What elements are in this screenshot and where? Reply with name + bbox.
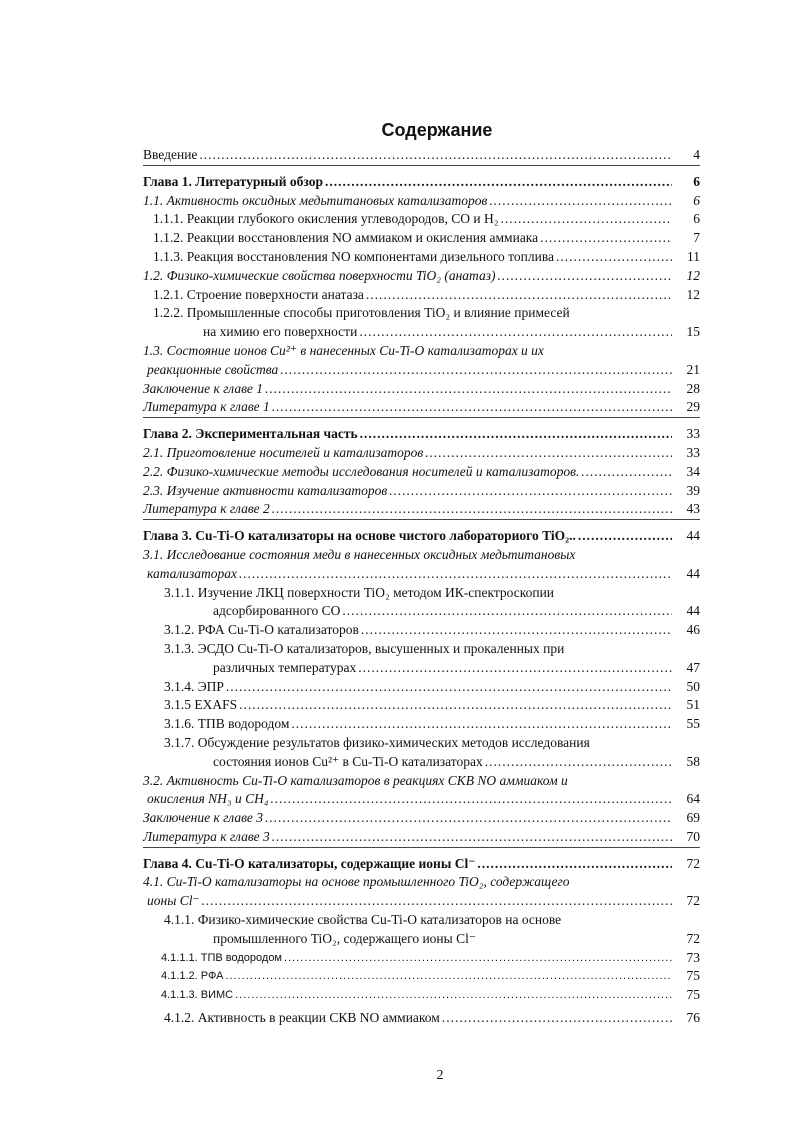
toc-entry-text: Заключение к главе 3 [143,810,264,826]
leader-dots [325,173,672,192]
toc-entry-text-line1: 1.3. Состояние ионов Cu²⁺ в нанесенных Cu-Ti-O катализаторах и их [143,342,544,358]
toc-page-number: 51 [686,697,700,713]
toc-entry-literature-1[interactable] [143,398,700,417]
toc-entry-text: Глава 3. Cu-Ti-O катализаторы на основе чистого лабораториого TiO₂.. [143,528,576,544]
toc-page-number: 75 [686,987,700,1003]
leader-dots [358,659,672,678]
toc-page-number: 15 [686,324,700,340]
toc-page-number: 44 [686,565,700,581]
leader-dots [578,527,672,546]
leader-dots [500,210,672,229]
leader-dots [497,267,672,286]
toc-entry-text: 2.1. Приготовление носителей и катализаторов [143,444,424,460]
toc-page-number: 6 [693,173,700,189]
toc-page-number: 46 [686,622,700,638]
leader-dots [199,146,672,165]
toc-entry-literature-3[interactable] [143,828,700,847]
toc-entry-conclusion-1[interactable] [143,380,700,399]
toc-entry-text-line1: 3.1.3. ЭСДО Cu-Ti-O катализаторов, высушенных и прокаленных при [164,640,565,656]
toc-entry-4-1-1-1[interactable] [143,949,700,968]
leader-dots [359,323,672,342]
toc-page-number: 55 [686,716,700,732]
toc-entry-4-1-2[interactable] [143,1009,700,1028]
toc-entry-4-1[interactable] [143,873,700,911]
toc-page-number: 58 [686,753,700,769]
toc-page-number: 44 [686,528,700,544]
leader-dots [272,828,672,847]
toc-entry-chapter-1[interactable] [143,173,700,192]
toc-page-number: 72 [686,930,700,946]
toc-entry-text-line1: 3.1.7. Обсуждение результатов физико-химических методов исследования [164,734,590,750]
toc-page-number: 70 [686,828,700,844]
toc-entry-text-line1: 4.1.1. Физико-химические свойства Cu-Ti-O катализаторов на основе [164,912,562,928]
toc-entry-chapter-4[interactable] [143,855,700,874]
toc-entry-2-2[interactable] [143,463,700,482]
divider [143,847,700,855]
toc-entry-1-3[interactable] [143,342,700,380]
leader-dots [225,967,672,986]
toc-entry-4-1-1-3[interactable] [143,986,700,1005]
toc-entry-text: 3.1.2. РФА Cu-Ti-O катализаторов [164,622,359,638]
toc-entry-3-1[interactable] [143,546,700,584]
toc-page-number: 72 [686,893,700,909]
toc-entry-text: 4.1.1.3. ВИМС [161,989,234,1002]
toc-entry-text-line2: ионы Cl⁻ [147,893,200,909]
toc-entry-text-line1: 4.1. Cu-Ti-O катализаторы на основе промышленного TiO₂, содержащего [143,874,570,890]
toc-entry-1-2-2[interactable] [143,304,700,342]
toc-page-number: 21 [686,361,700,377]
toc-entry-text-line2: промышленного TiO₂, содержащего ионы Cl⁻ [213,930,476,946]
toc-entry-text-line2: адсорбированного CO [213,603,341,619]
toc-entry-text-line2: различных температурах [213,659,357,675]
toc-page-number: 4 [693,147,700,162]
toc-entry-1-1-3[interactable] [143,248,700,267]
leader-dots [389,482,672,501]
toc-entry-3-1-2[interactable] [143,621,700,640]
toc-entry-text: 3.1.6. ТПВ водородом [164,716,290,732]
toc-entry-3-2[interactable] [143,772,700,810]
toc-page-number: 50 [686,678,700,694]
leader-dots [556,248,672,267]
toc-page-number: 75 [686,968,700,984]
toc-entry-text: Литература к главе 1 [143,399,270,415]
toc-entry-text: 4.1.1.2. РФА [161,970,224,983]
leader-dots [442,1009,672,1028]
toc-entry-text-line2: реакционные свойства [147,361,279,377]
leader-dots [271,790,672,809]
toc-entry-1-1-2[interactable] [143,229,700,248]
toc-page-number: 6 [693,211,700,227]
leader-dots [425,444,672,463]
toc-entry-text: Литература к главе 2 [143,501,270,517]
leader-dots [366,286,672,305]
divider [143,165,700,173]
toc-page-number: 28 [686,380,700,396]
toc-entry-text: 1.1.1. Реакции глубокого окисления углеводородов, CO и H₂ [153,211,499,227]
toc-entry-text: 2.2. Физико-химические методы исследования носителей и катализаторов. [143,463,580,479]
divider [143,417,700,425]
toc-page-number: 47 [686,659,700,675]
toc-entry-3-1-7[interactable] [143,734,700,772]
toc-entry-literature-2[interactable] [143,500,700,519]
leader-dots [291,715,672,734]
toc-entry-text: 4.1.2. Активность в реакции СКВ NO аммиаком [164,1010,440,1026]
toc-entry-3-1-1[interactable] [143,584,700,622]
toc-entry-text-line2: катализаторах [147,565,238,581]
leader-dots [360,425,672,444]
toc-entry-3-1-5[interactable] [143,696,700,715]
toc-page-number: 33 [686,426,700,442]
toc-entry-text: 2.3. Изучение активности катализаторов [143,482,388,498]
toc-entry-2-3[interactable] [143,482,700,501]
toc-entry-text: 1.1.3. Реакция восстановления NO компонентами дизельного топлива [153,248,555,264]
toc-page-number: 39 [686,482,700,498]
toc-entry-2-1[interactable] [143,444,700,463]
toc-page-number: 12 [686,267,700,283]
leader-dots [239,696,672,715]
leader-dots [485,753,672,772]
toc-page-number: 33 [686,444,700,460]
toc-page-number: 29 [686,399,700,415]
leader-dots [540,229,672,248]
page-title: Содержание [381,120,493,140]
toc-entry-conclusion-3[interactable] [143,809,700,828]
toc-page-number: 11 [687,248,700,264]
toc-entry-1-1-1[interactable] [143,210,700,229]
toc-entry-4-1-1[interactable] [143,911,700,949]
leader-dots [284,949,672,968]
toc-entry-text: Заключение к главе 1 [143,380,264,396]
toc-entry-text: Литература к главе 3 [143,828,270,844]
leader-dots [202,892,672,911]
toc-entry-text-line2: на химию его поверхности [203,324,358,340]
toc-page-number: 34 [686,463,700,479]
toc-entry-3-1-3[interactable] [143,640,700,678]
toc-entry-1-2-1[interactable] [143,286,700,305]
toc-entry-4-1-1-2[interactable] [143,967,700,986]
toc-entry-text: 3.1.5 EXAFS [164,697,238,713]
toc-page-number: 76 [686,1010,700,1026]
leader-dots [280,361,672,380]
toc-page-number: 43 [686,501,700,517]
leader-dots [265,380,672,399]
toc-entry-chapter-3[interactable] [143,527,700,546]
toc-entry-3-1-4[interactable] [143,678,700,697]
toc-entry-text: 4.1.1.1. ТПВ водородом [161,951,282,964]
toc-entry-text-line1: 1.2.2. Промышленные способы приготовления TiO₂ и влияние примесей [153,305,570,321]
toc-entry-1-1[interactable] [143,192,700,211]
toc-page-number: 73 [686,949,700,965]
toc-entry-text: 1.1.2. Реакции восстановления NO аммиаком и окисления аммиака [153,230,539,246]
toc-entry-text-line1: 3.2. Активность Cu-Ti-O катализаторов в реакциях СКВ NO аммиаком и [143,772,568,788]
leader-dots [342,602,672,621]
toc-entry-text: Глава 1. Литературный обзор [143,173,323,189]
toc-page-number: 44 [686,603,700,619]
toc-entry-text: 1.2. Физико-химические свойства поверхности TiO₂ (анатаз) [143,267,496,283]
toc-page-number: 7 [693,230,700,246]
toc-page-number: 69 [686,810,700,826]
toc-entry-text: Глава 2. Экспериментальная часть [143,426,358,442]
toc-entry-text: Глава 4. Cu-Ti-O катализаторы, содержащие ионы Cl⁻ [143,855,476,871]
toc-entry-3-1-6[interactable] [143,715,700,734]
toc-entry-text-line2: окисления NH₃ и CH₄ [147,791,269,807]
leader-dots [272,398,672,417]
toc-entry-text: 3.1.4. ЭПР [164,678,224,694]
toc-page-number: 6 [693,192,700,208]
toc-entry-text: 1.1. Активность оксидных медьтитановых катализаторов [143,192,488,208]
toc-entry-text-line1: 3.1.1. Изучение ЛКЦ поверхности TiO₂ методом ИК-спектроскопии [164,584,555,600]
leader-dots [239,565,672,584]
toc-entry-1-2[interactable] [143,267,700,286]
leader-dots [272,500,672,519]
page-number: 2 [436,1068,444,1083]
leader-dots [226,678,672,697]
toc-page-number: 72 [686,855,700,871]
toc-entry-text-line1: 3.1. Исследование состояния меди в нанесенных оксидных медьтитановых [143,546,576,562]
toc-entry-text-line2: состояния ионов Cu²⁺ в Cu-Ti-O катализаторах [213,753,483,769]
toc-entry-text: Введение [143,147,198,162]
toc-entry-intro[interactable] [143,146,700,165]
leader-dots [235,986,672,1005]
leader-dots [489,192,672,211]
table-of-contents [143,146,700,1028]
leader-dots [265,809,672,828]
toc-entry-text: 1.2.1. Строение поверхности анатаза [153,286,364,302]
divider [143,519,700,527]
leader-dots [581,463,672,482]
toc-entry-chapter-2[interactable] [143,425,700,444]
toc-page-number: 64 [686,791,700,807]
leader-dots [477,855,672,874]
toc-page-number: 12 [686,286,700,302]
leader-dots [361,621,672,640]
